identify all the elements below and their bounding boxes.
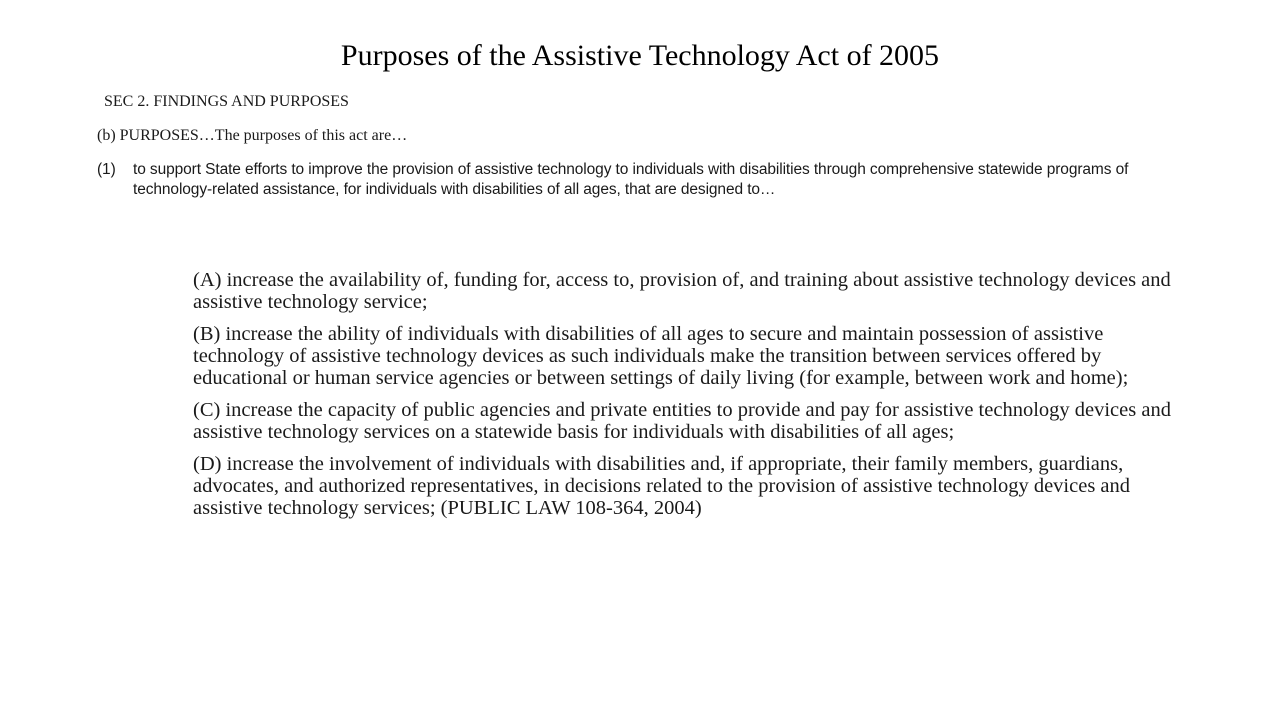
item-text: to support State efforts to improve the provision of assistive technology to individuals with disabilities through comprehensive statewide programs of technology-related assistance, for individuals with disabilities of all ages, that are designed to… <box>133 161 1129 198</box>
purpose-item-1 <box>97 160 1177 200</box>
subitem-list <box>193 269 1183 529</box>
subitem-d: (D) increase the involvement of individuals with disabilities and, if appropriate, their family members, guardians, advocates, and authorized representatives, in decisions related to the provision of assistive technology devices and assistive technology services; (PUBLIC LAW 108-364, 2004) <box>193 453 1131 519</box>
slide-title: Purposes of the Assistive Technology Act of 2005 <box>340 39 940 72</box>
subitem-a: (A) increase the availability of, funding for, access to, provision of, and training about assistive technology devices and assistive technology service; <box>193 269 1171 313</box>
section-heading: SEC 2. FINDINGS AND PURPOSES <box>104 93 349 110</box>
item-number: (1) <box>97 161 116 178</box>
subitem-c: (C) increase the capacity of public agencies and private entities to provide and pay for assistive technology devices and assistive technology services on a statewide basis for individuals with disabilities of all ages; <box>193 399 1171 443</box>
subitem-b: (B) increase the ability of individuals with disabilities of all ages to secure and maintain possession of assistive technology of assistive technology devices as such individuals make the transition between services offered by educational or human service agencies or between settings of daily living (for example, between work and home); <box>193 323 1129 389</box>
purposes-intro: (b) PURPOSES…The purposes of this act are… <box>97 127 408 144</box>
